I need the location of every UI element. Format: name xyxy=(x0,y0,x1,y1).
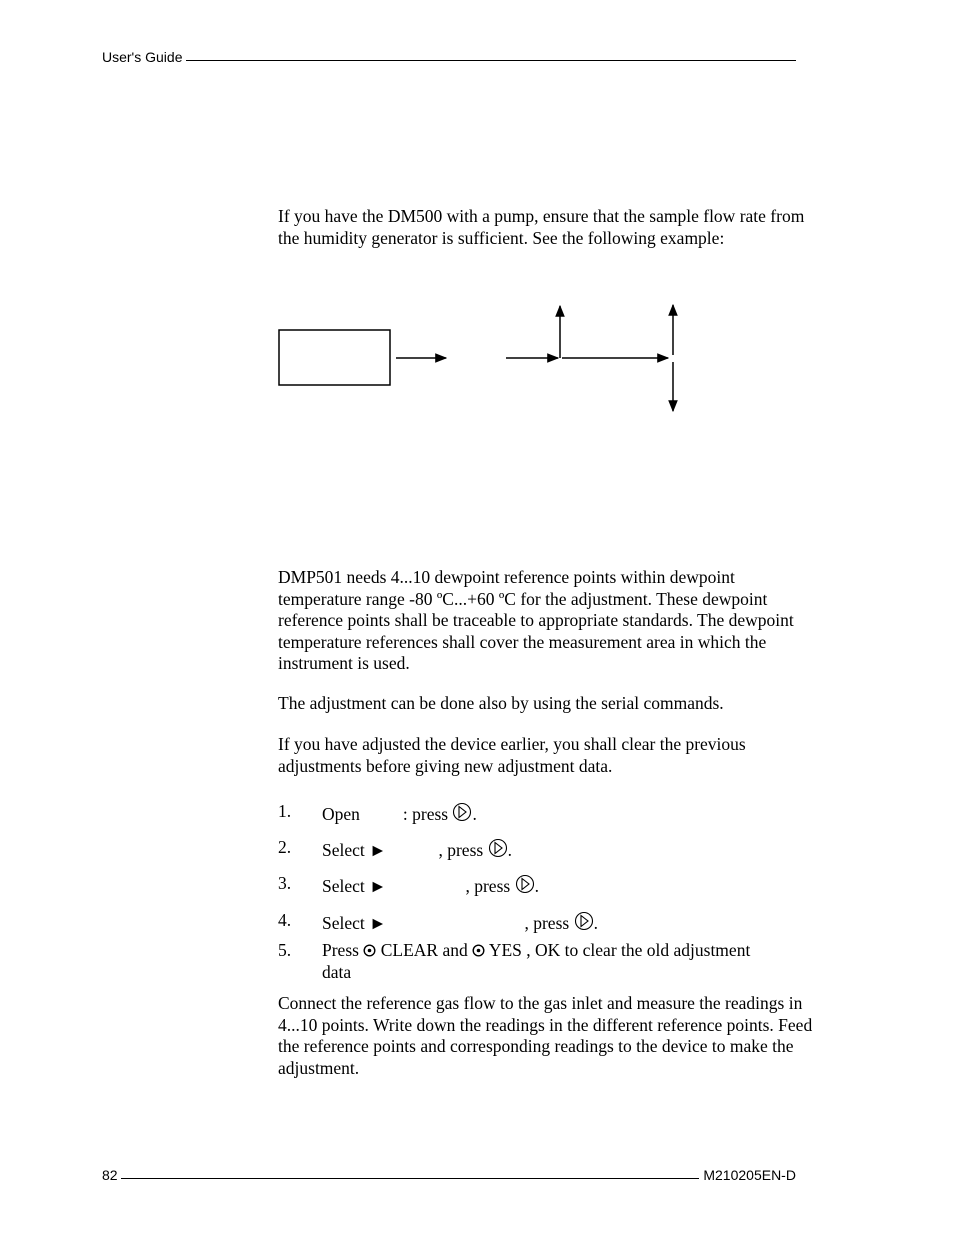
footer-rule xyxy=(121,1178,699,1179)
arrow-right-button-icon xyxy=(488,837,508,859)
measurement-paragraph: Connect the reference gas flow to the gas inlet and measure the readings in 4...10 points. Write down the readings in the different reference points. Feed the reference points and corresponding readings to the device to make the adjustment. xyxy=(278,993,813,1078)
arrow-right-button-icon xyxy=(515,873,535,895)
page-footer xyxy=(102,1167,796,1183)
serial-commands-paragraph: The adjustment can be done also by using the serial commands. xyxy=(278,693,724,713)
arrow-right-button-icon xyxy=(574,910,594,932)
page-number: 82 xyxy=(102,1167,118,1183)
header-title: User's Guide xyxy=(102,49,183,65)
intro-paragraph: If you have the DM500 with a pump, ensure that the sample flow rate from the humidity generator is sufficient. See the following example: xyxy=(278,206,805,248)
document-code: M210205EN-D xyxy=(703,1167,796,1183)
requirements-paragraph: DMP501 needs 4...10 dewpoint reference points within dewpoint temperature range -80 ºC...+60 ºC for the adjustment. These dewpoint reference points shall be traceable to appropriate standards. The dewpoint temperature references shall cover the measurement area in which the instrument is used. xyxy=(278,567,794,673)
humidity-generator-box xyxy=(279,330,390,385)
arrow-right-button-icon xyxy=(452,801,472,823)
select-dot-icon xyxy=(472,944,485,957)
clear-adjustments-paragraph: If you have adjusted the device earlier, you shall clear the previous adjustments before giving new adjustment data. xyxy=(278,734,746,776)
select-dot-icon xyxy=(363,944,376,957)
